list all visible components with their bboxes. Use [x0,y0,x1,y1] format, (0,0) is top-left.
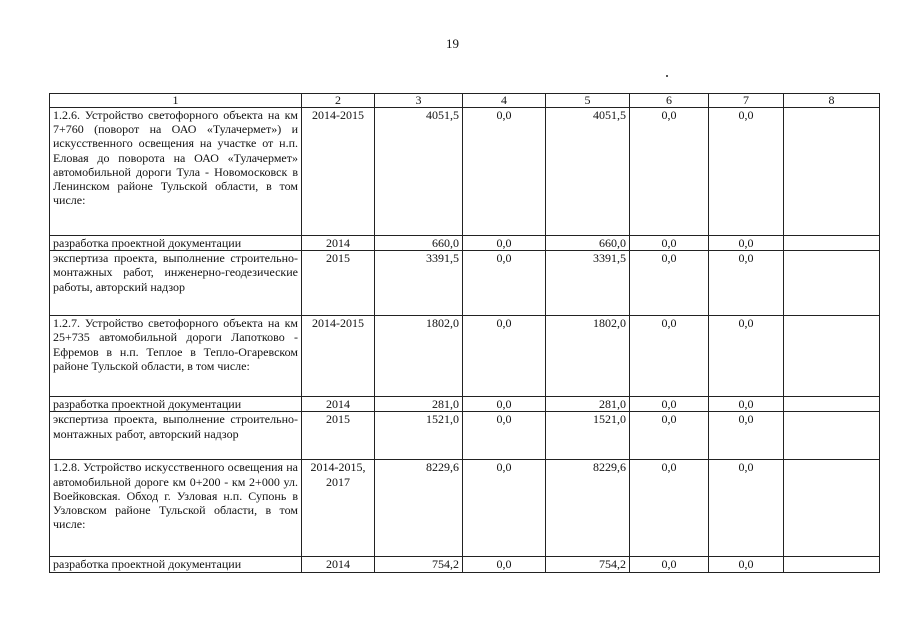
item-total: 1521,0 [375,412,463,460]
item-col5: 1802,0 [546,316,630,397]
item-col7: 0,0 [709,412,784,460]
item-description: 1.2.8. Устройство искусственного освещения на автомобильной дороге км 0+200 - км 2+000 ул. Воейковская. Обход г. Узловая н.п. Супонь в Узловском районе Тульской области, в том числе: [50,460,302,557]
item-col5: 8229,6 [546,460,630,557]
item-total: 281,0 [375,397,463,412]
item-description: 1.2.6. Устройство светофорного объекта на км 7+760 (поворот на ОАО «Тулачермет») и искусственного освещения на участке от н.п. Еловая до поворота на ОАО «Тулачермет» автомобильной дороги Тула - Новомосковск в Ленинском районе Тульской области, в том числе: [50,108,302,236]
item-col8 [784,397,880,412]
item-col8 [784,236,880,251]
item-col8 [784,412,880,460]
item-col6: 0,0 [630,316,709,397]
scan-speck [666,75,668,77]
item-description: разработка проектной документации [50,397,302,412]
item-col7: 0,0 [709,108,784,236]
item-col6: 0,0 [630,236,709,251]
table-header-row [50,94,880,108]
item-col6: 0,0 [630,557,709,572]
item-period: 2014 [302,557,375,572]
table-row [50,251,880,316]
item-col7: 0,0 [709,460,784,557]
item-col6: 0,0 [630,397,709,412]
item-col6: 0,0 [630,108,709,236]
table-row [50,236,880,251]
item-col7: 0,0 [709,251,784,316]
item-col4: 0,0 [463,251,546,316]
table-row [50,397,880,412]
item-total: 4051,5 [375,108,463,236]
column-header: 5 [546,94,630,108]
item-col4: 0,0 [463,108,546,236]
item-period: 2015 [302,412,375,460]
item-col5: 4051,5 [546,108,630,236]
item-total: 8229,6 [375,460,463,557]
item-col8 [784,460,880,557]
item-col5: 281,0 [546,397,630,412]
column-header: 8 [784,94,880,108]
table-row [50,108,880,236]
item-col7: 0,0 [709,397,784,412]
item-total: 1802,0 [375,316,463,397]
item-col4: 0,0 [463,236,546,251]
item-col6: 0,0 [630,251,709,316]
item-col7: 0,0 [709,236,784,251]
page-number: 19 [446,36,459,51]
item-description: разработка проектной документации [50,557,302,572]
item-period: 2014 [302,397,375,412]
item-col8 [784,316,880,397]
item-description: экспертиза проекта, выполнение строительно-монтажных работ, авторский надзор [50,412,302,460]
item-total: 660,0 [375,236,463,251]
item-col5: 3391,5 [546,251,630,316]
table-row [50,460,880,557]
item-period: 2014-2015 [302,316,375,397]
item-total: 754,2 [375,557,463,572]
item-col6: 0,0 [630,460,709,557]
item-description: 1.2.7. Устройство светофорного объекта на км 25+735 автомобильной дороги Лапотково - Ефремов в н.п. Теплое в Тепло-Огаревском районе Тульской области, в том числе: [50,316,302,397]
item-col8 [784,557,880,572]
item-col4: 0,0 [463,460,546,557]
item-period: 2014-2015, 2017 [302,460,375,557]
item-col6: 0,0 [630,412,709,460]
item-col5: 754,2 [546,557,630,572]
item-col7: 0,0 [709,557,784,572]
item-description: экспертиза проекта, выполнение строительно-монтажных работ, инженерно-геодезические работы, авторский надзор [50,251,302,316]
table-row [50,557,880,572]
item-col4: 0,0 [463,412,546,460]
item-col4: 0,0 [463,557,546,572]
item-period: 2014-2015 [302,108,375,236]
item-col4: 0,0 [463,316,546,397]
column-header: 2 [302,94,375,108]
item-col4: 0,0 [463,397,546,412]
item-col7: 0,0 [709,316,784,397]
item-period: 2014 [302,236,375,251]
item-total: 3391,5 [375,251,463,316]
table-row [50,316,880,397]
item-col8 [784,108,880,236]
column-header: 4 [463,94,546,108]
item-col8 [784,251,880,316]
funding-table [49,93,880,573]
item-period: 2015 [302,251,375,316]
column-header: 7 [709,94,784,108]
table-row [50,412,880,460]
column-header: 6 [630,94,709,108]
item-col5: 1521,0 [546,412,630,460]
item-col5: 660,0 [546,236,630,251]
column-header: 1 [50,94,302,108]
column-header: 3 [375,94,463,108]
item-description: разработка проектной документации [50,236,302,251]
